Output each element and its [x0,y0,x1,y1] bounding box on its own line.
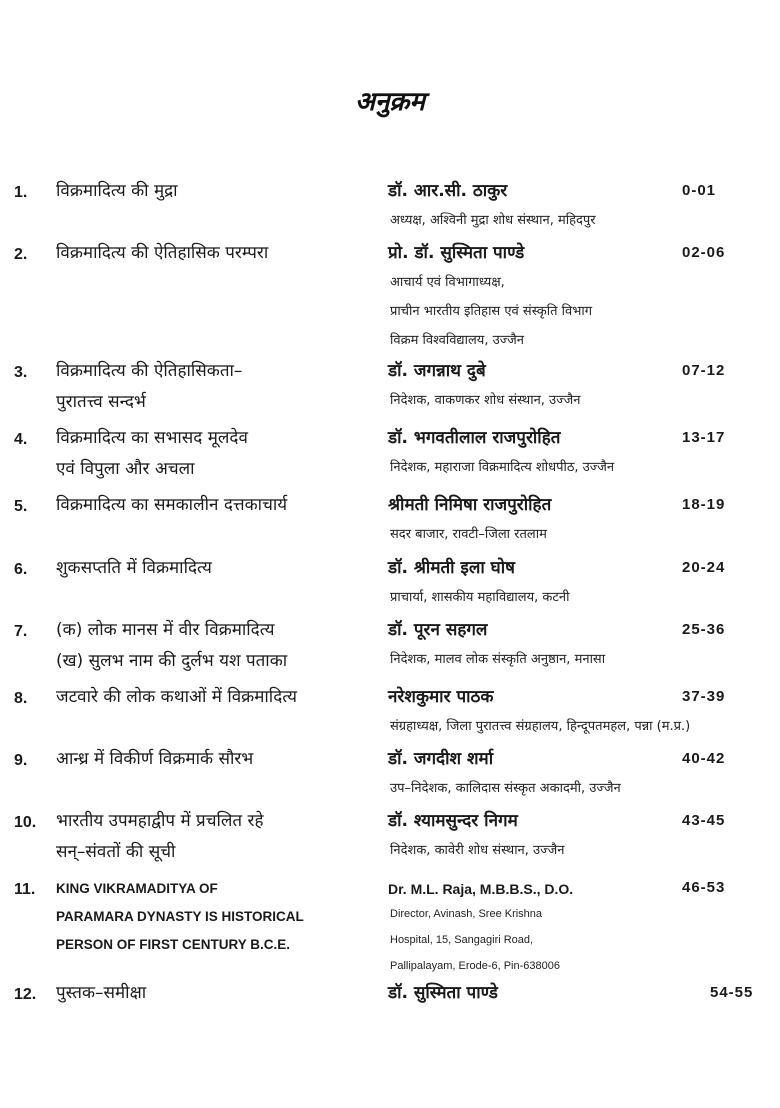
entry-pages: 18-19 [682,496,726,513]
entry-author: Dr. M.L. Raja, M.B.B.S., D.O. [388,881,574,897]
entry-pages: 13-17 [682,429,726,446]
entry-number: 1. [14,184,28,201]
entry-number: 9. [14,752,28,769]
entry-title [56,682,374,713]
entry-affiliation-line: निदेशक, कावेरी शोध संस्थान, उज्जैन [390,843,565,858]
entry-author: डॉ. श्यामसुन्दर निगम [388,811,518,831]
entry-affiliation-line: प्राचीन भारतीय इतिहास एवं संस्कृति विभाग [390,304,593,319]
entry-affiliation-line: निदेशक, मालव लोक संस्कृति अनुष्ठान, मनासा [390,652,606,667]
entry-pages: 46-53 [682,879,726,896]
entry-title-line: विक्रमादित्य का समकालीन दत्तकाचार्य [56,495,288,515]
entry-pages: 02-06 [682,244,726,261]
entry-author: डॉ. जगदीश शर्मा [388,749,494,769]
entry-author: डॉ. श्रीमती इला घोष [388,558,515,578]
entry-pages: 43-45 [682,812,726,829]
entry-affiliation [390,453,770,482]
entry-pages: 54-55 [710,984,754,1001]
entry-title-line: विक्रमादित्य का सभासद मूलदेव [56,428,248,448]
entry-title [56,875,374,959]
entry-title-line: विक्रमादित्य की ऐतिहासिक परम्परा [56,243,269,263]
entry-title-line: (ख) सुलभ नाम की दुर्लभ यश पताका [56,651,288,671]
entry-pages: 20-24 [682,559,726,576]
entry-affiliation-line: निदेशक, महाराजा विक्रमादित्य शोधपीठ, उज्जैन [390,460,615,475]
entry-affiliation-line: अध्यक्ष, अश्विनी मुद्रा शोध संस्थान, महिदपुर [390,213,596,228]
entry-title [56,490,374,521]
entry-affiliation-line: प्राचार्या, शासकीय महाविद्यालय, कटनी [390,590,570,605]
page-title: अनुक्रम [355,87,425,117]
entry-number: 2. [14,246,28,263]
entry-number: 7. [14,623,28,640]
entry-affiliation-line: Pallipalayam, Erode-6, Pin-638006 [390,960,560,972]
entry-title [56,423,374,485]
entry-title [56,553,374,584]
entry-pages: 25-36 [682,621,726,638]
entry-author: डॉ. आर.सी. ठाकुर [388,181,508,201]
entry-title-line: जटवारे की लोक कथाओं में विक्रमादित्य [56,687,298,707]
entry-affiliation [390,836,770,865]
entry-affiliation-line: Hospital, 15, Sangagiri Road, [390,934,534,946]
entry-affiliation [390,206,770,235]
entry-number: 8. [14,690,28,707]
entry-title [56,978,374,1009]
entry-number: 11. [14,881,36,898]
entry-title-line: पुस्तक–समीक्षा [56,983,147,1003]
entry-author: डॉ. पूरन सहगल [388,620,488,640]
entry-number: 5. [14,498,28,515]
entry-affiliation [390,645,770,674]
entry-title [56,356,374,418]
entry-affiliation [390,268,770,355]
entry-pages: 07-12 [682,362,726,379]
entry-number: 3. [14,364,28,381]
entry-affiliation-line: आचार्य एवं विभागाध्यक्ष, [390,275,505,290]
entry-pages: 37-39 [682,688,726,705]
entry-affiliation-line: उप–निदेशक, कालिदास संस्कृत अकादमी, उज्जैन [390,781,621,796]
entry-author: डॉ. जगन्नाथ दुबे [388,361,486,381]
entry-title-line: (क) लोक मानस में वीर विक्रमादित्य [56,620,275,640]
entry-title-line: PARAMARA DYNASTY IS HISTORICAL [56,909,304,924]
entry-author: श्रीमती निमिषा राजपुरोहित [388,495,552,515]
entry-author: डॉ. भगवतीलाल राजपुरोहित [388,428,561,448]
entry-title-line: विक्रमादित्य की ऐतिहासिकता– [56,361,243,381]
entry-title [56,744,374,775]
entry-author: प्रो. डॉ. सुस्मिता पाण्डे [388,243,525,263]
entry-title-line: भारतीय उपमहाद्वीप में प्रचलित रहे [56,811,264,831]
entry-affiliation-line: Director, Avinash, Sree Krishna [390,908,543,920]
entry-title-line: आन्ध्र में विकीर्ण विक्रमार्क सौरभ [56,749,254,769]
entry-number: 6. [14,561,28,578]
entry-title [56,176,374,207]
entry-pages: 0-01 [682,182,717,199]
entry-affiliation [390,520,770,549]
entry-title-line: एवं विपुला और अचला [56,459,195,479]
entry-author: नरेशकुमार पाठक [388,687,494,707]
entry-pages: 40-42 [682,750,726,767]
entry-title-line: PERSON OF FIRST CENTURY B.C.E. [56,937,291,952]
entry-title-line: शुकसप्तति में विक्रमादित्य [56,558,212,578]
entry-affiliation [390,712,770,741]
entry-title [56,806,374,868]
entry-affiliation-line: सदर बाजार, रावटी–जिला रतलाम [390,527,547,542]
entry-number: 10. [14,814,37,831]
entry-number: 12. [14,986,37,1003]
entry-affiliation-line: विक्रम विश्वविद्यालय, उज्जैन [390,333,525,348]
entry-title-line: KING VIKRAMADITYA OF [56,881,218,896]
entry-affiliation [390,774,770,803]
entry-affiliation-line: निदेशक, वाकणकर शोध संस्थान, उज्जैन [390,393,581,408]
entry-author: डॉ. सुस्मिता पाण्डे [388,983,498,1003]
entry-title [56,615,374,677]
entry-title-line: सन्–संवतों की सूची [56,842,176,862]
entry-title-line: पुरातत्त्व सन्दर्भ [56,392,146,412]
entry-number: 4. [14,431,28,448]
entry-affiliation [390,386,770,415]
entry-affiliation-line: संग्रहाध्यक्ष, जिला पुरातत्त्व संग्रहालय, हिन्दूपतमहल, पन्ना (म.प्र.) [390,719,691,734]
entry-title-line: विक्रमादित्य की मुद्रा [56,181,178,201]
entry-affiliation [390,901,770,979]
entry-title [56,238,374,269]
entry-affiliation [390,583,770,612]
